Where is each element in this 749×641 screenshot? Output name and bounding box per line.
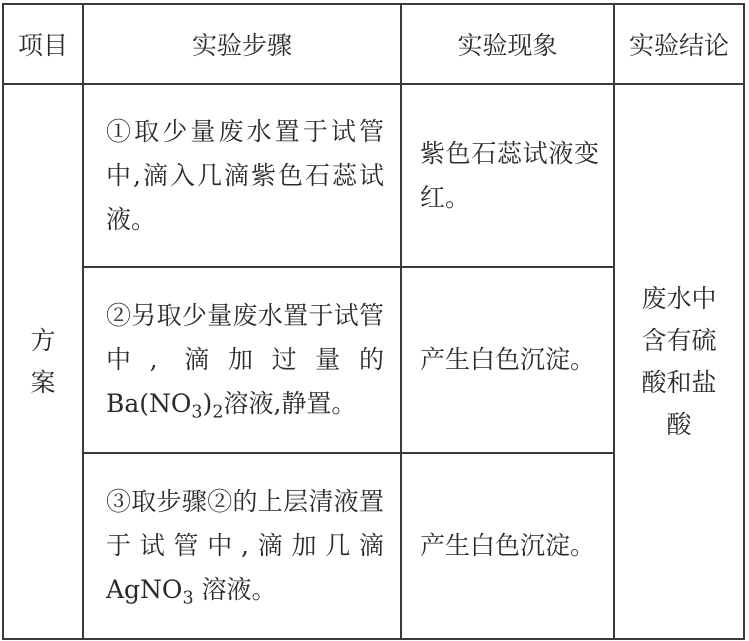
observation-cell-3 [401,453,614,639]
observation-text-3: 产生白色沉淀。 [420,531,596,560]
table-row [3,84,744,267]
step-text-1: ①取少量废水置于试管中,滴入几滴紫色石蕊试液。 [106,116,384,234]
step-cell-2 [83,267,401,453]
step-cell-3 [83,453,401,639]
subscript-3: 3 [182,588,194,609]
item-cell [3,84,83,639]
step-text-3a: ③取步骤②的上层清液置于试管中,滴加几滴 AgNO [106,487,384,604]
step-text-2a: ②另取少量废水置于试管中, 滴加过量的 Ba(NO [106,301,384,418]
header-row [3,4,744,84]
experiment-table [2,3,745,640]
observation-text-1: 紫色石蕊试液变红。 [420,138,599,212]
header-observation: 实验现象 [401,4,614,84]
step-cell-1 [83,84,401,267]
header-item: 项目 [3,4,83,84]
step-text-2b: ) [202,389,213,418]
subscript-2: 2 [212,402,224,423]
step-text-3b: 溶液。 [193,575,277,604]
item-label: 方案 [30,325,56,397]
step-text-2c: 溶液,静置。 [223,389,357,418]
subscript-3: 3 [191,402,203,423]
header-steps: 实验步骤 [83,4,401,84]
header-conclusion: 实验结论 [614,4,744,84]
observation-text-2: 产生白色沉淀。 [420,345,596,374]
observation-cell-1 [401,84,614,267]
conclusion-cell [614,84,744,639]
observation-cell-2 [401,267,614,453]
conclusion-text: 废水中含有硫酸和盐酸 [641,283,717,439]
